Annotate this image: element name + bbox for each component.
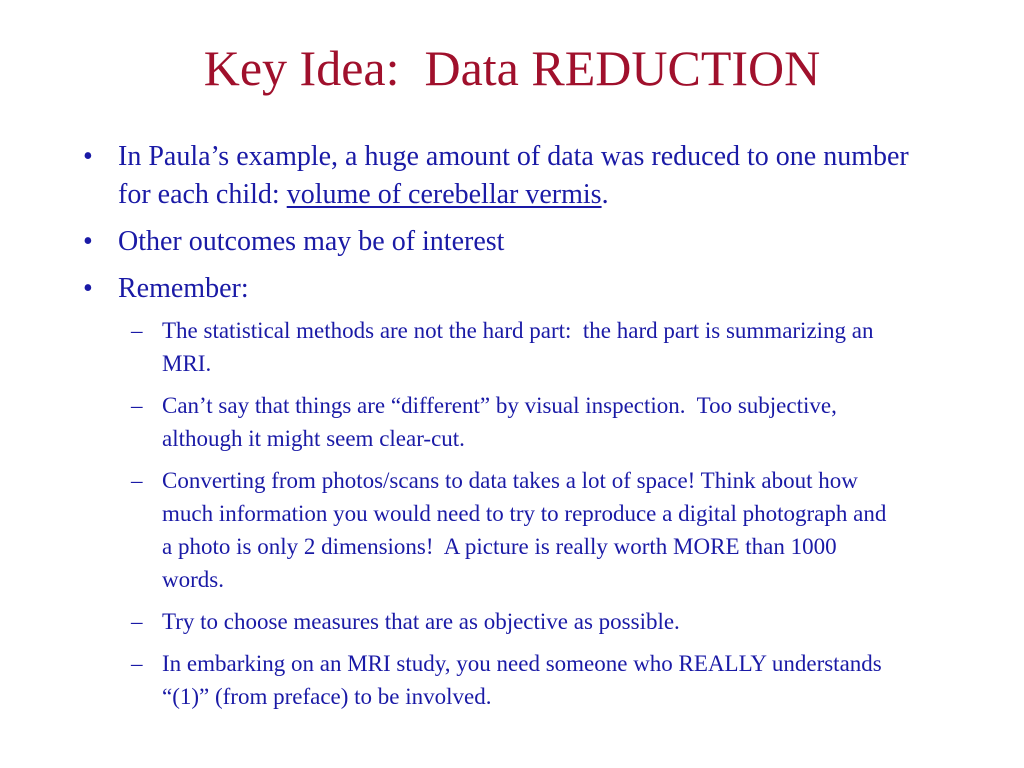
- sub-bullet-list: [83, 314, 943, 713]
- sub-bullet-text: In embarking on an MRI study, you need someone who REALLY understands “(1)” (from preface) to be involved.: [162, 651, 888, 709]
- slide-content: [83, 138, 943, 722]
- bullet-text: Remember:: [118, 273, 249, 304]
- sub-bullet-text: Can’t say that things are “different” by visual inspection. Too subjective, although it might seem clear-cut.: [162, 393, 843, 451]
- slide-title: Key Idea: Data REDUCTION: [203, 40, 821, 96]
- sub-bullet-text: Converting from photos/scans to data takes a lot of space! Think about how much information you would need to try to reproduce a digital photograph and a photo is only 2 dimensions! A picture is really worth MORE than 1000 words.: [162, 468, 893, 592]
- bullet-text: In Paula’s example, a huge amount of data was reduced to one number for each child:: [118, 141, 909, 210]
- bullet-paula-example: [83, 138, 943, 214]
- bullet-text: Other outcomes may be of interest: [118, 226, 505, 257]
- sub-bullet-visual-inspection: [131, 389, 902, 455]
- dash-marker: –: [131, 318, 143, 343]
- dash-marker: –: [131, 609, 143, 634]
- sub-bullet-converting-photos: [131, 464, 902, 596]
- bullet-marker: •: [83, 273, 93, 304]
- underlined-term: volume of cerebellar vermis: [286, 179, 602, 210]
- bullet-other-outcomes: [83, 223, 943, 261]
- dash-marker: –: [131, 393, 143, 418]
- bullet-text-end: .: [601, 179, 609, 210]
- sub-bullet-text: Try to choose measures that are as objective as possible.: [162, 609, 680, 634]
- sub-bullet-mri-study: [131, 647, 902, 713]
- sub-bullet-objective-measures: [131, 605, 902, 638]
- sub-bullet-text: The statistical methods are not the hard part: the hard part is summarizing an MRI.: [162, 318, 880, 376]
- bullet-marker: •: [83, 141, 93, 172]
- bullet-marker: •: [83, 226, 93, 257]
- dash-marker: –: [131, 651, 143, 676]
- dash-marker: –: [131, 468, 143, 493]
- bullet-remember: [83, 270, 943, 308]
- sub-bullet-statistical-methods: [131, 314, 902, 380]
